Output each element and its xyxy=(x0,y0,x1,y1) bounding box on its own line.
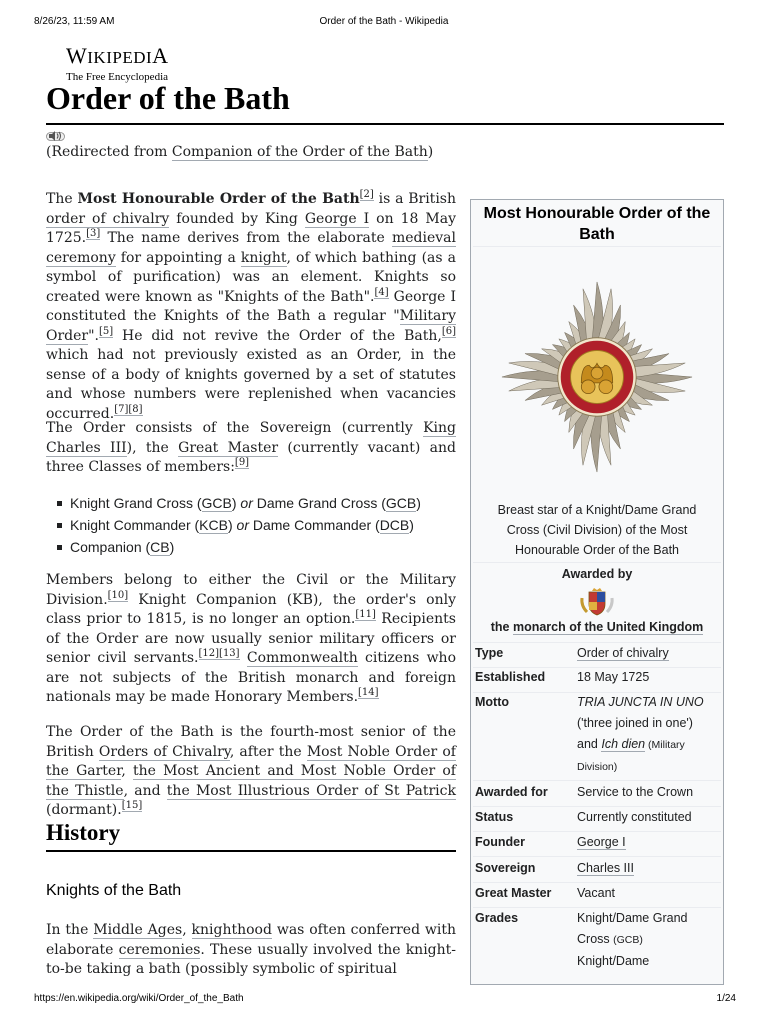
infobox-title: Most Honourable Order of the Bath xyxy=(483,205,711,243)
page-title: Order of the Bath xyxy=(46,80,290,116)
speaker-icon[interactable] xyxy=(46,128,66,144)
link-ich-dien[interactable]: Ich dien xyxy=(601,737,646,751)
list-item: Companion (CB) xyxy=(56,536,421,558)
members-paragraph: The Order consists of the Sovereign (currently King Charles III), the Great Master (currently vacant) and three Classes of members:[9] xyxy=(46,420,456,475)
ref-link[interactable]: [2] xyxy=(359,189,374,201)
link-king-charles-iii[interactable]: King Charles III xyxy=(46,420,456,456)
ref-link[interactable]: [14] xyxy=(358,687,379,699)
link-medieval-ceremony[interactable]: medieval ceremony xyxy=(46,230,456,266)
infobox-divider xyxy=(473,780,721,781)
ref-link[interactable]: [10] xyxy=(107,589,129,601)
infobox-divider xyxy=(473,562,721,563)
awarded-by-value: the monarch of the United Kingdom xyxy=(490,620,704,634)
order-star-image[interactable] xyxy=(499,264,695,490)
infobox: Most Honourable Order of the Bath Breast star of a Knight/Dame Grand Cross (Civil Division) of the Most Honourable Order of the Bath Awarded by the monarch of the United Kingdom Type Order of chivalry Established 18 May 1725 Motto TRIA JUNCTA IN UNO ('three joined in one') and Ich dien (Military Division) Awarded for Service to the Crown Status Currently constituted Founder George I Sovereign Charles III Great Master Vacant Grades Knight/Dame Grand Cross (GCB) Knight/Dame xyxy=(470,199,724,985)
intro-paragraph: The Most Honourable Order of the Bath[2] is a British order of chivalry founded by King George I on 18 May 1725.[3] The name derives from the elaborate medieval ceremony for appointing a knight, of which bathing (as a symbol of purification) was an element. Knights so created were known as "Knights of the Bath".[4] George I constituted the Knights of the Bath a regular "Military Order".[5] He did not revive the Order of the Bath,[6] which had not previously existed as an Order, in the sense of a body of knights governed by a set of statutes and whose numbers were replenished when vacancies occurred.[7][8] xyxy=(46,189,456,422)
link-gcb[interactable]: GCB xyxy=(385,495,417,511)
title-divider xyxy=(46,123,724,125)
wikipedia-logo[interactable] xyxy=(66,44,169,83)
print-url: https://en.wikipedia.org/wiki/Order_of_the_Bath xyxy=(34,993,244,1004)
link-monarch-of-the-united-kingdom[interactable]: monarch of the United Kingdom xyxy=(512,620,704,634)
link-middle-ages[interactable]: Middle Ages xyxy=(93,922,183,938)
heading-history: History xyxy=(46,820,121,845)
print-datetime: 8/26/23, 11:59 AM xyxy=(34,16,115,27)
ref-link[interactable]: [9] xyxy=(234,457,250,469)
link-orders-of-chivalry[interactable]: Orders of Chivalry xyxy=(98,743,230,760)
redirect-link[interactable]: Companion of the Order of the Bath xyxy=(171,144,428,160)
link-cb[interactable]: CB xyxy=(150,539,170,555)
ref-link[interactable]: [11] xyxy=(355,609,376,621)
ref-link[interactable]: [3] xyxy=(86,228,101,240)
ref-link[interactable]: [7][8] xyxy=(114,403,143,415)
ref-link[interactable]: [4] xyxy=(374,286,389,298)
wikipedia-tagline: The Free Encyclopedia xyxy=(66,71,169,83)
royal-arms-icon[interactable] xyxy=(579,588,615,618)
link-dcb[interactable]: DCB xyxy=(379,517,410,533)
link-order-of-chivalry[interactable]: order of chivalry xyxy=(46,210,170,227)
link-great-master[interactable]: Great Master xyxy=(178,439,279,456)
link-commonwealth[interactable]: Commonwealth xyxy=(246,650,358,666)
link-knight[interactable]: knight xyxy=(240,249,287,266)
wikipedia-wordmark: WIKIPEDIA xyxy=(66,43,169,68)
divisions-paragraph: Members belong to either the Civil or the Military Division.[10] Knight Companion (KB), the order's only class prior to 1815, is no longer an option.[11] Recipients of the Order are now usually senior military officers or senior civil servants.[12][13] Commonwealth citizens who are not subjects of the British monarch and foreign nationals may be made Honorary Members.[14] xyxy=(46,572,456,705)
link-order-of-chivalry[interactable]: Order of chivalry xyxy=(577,646,669,660)
link-charles-iii[interactable]: Charles III xyxy=(577,861,634,875)
infobox-divider xyxy=(473,856,721,857)
list-item: Knight Grand Cross (GCB) or Dame Grand Cross (GCB) xyxy=(56,492,421,514)
awarded-by-label: Awarded by xyxy=(561,567,633,581)
infobox-caption: Breast star of a Knight/Dame Grand Cross (Civil Division) of the Most Honourable Order of the Bath xyxy=(497,503,697,557)
grades-list xyxy=(56,492,421,558)
print-header xyxy=(0,16,768,30)
redirect-notice: (Redirected from Companion of the Order of the Bath) xyxy=(46,144,434,160)
link-ceremonies[interactable]: ceremonies xyxy=(118,941,201,958)
link-military-order[interactable]: Military Order xyxy=(46,308,456,344)
heading-knights-of-the-bath: Knights of the Bath xyxy=(46,882,182,899)
link-knighthood[interactable]: knighthood xyxy=(191,922,272,938)
list-item: Knight Commander (KCB) or Dame Commander (DCB) xyxy=(56,514,421,536)
print-title: Order of the Bath - Wikipedia xyxy=(319,16,449,27)
middle-ages-paragraph: In the Middle Ages, knighthood was often conferred with elaborate ceremonies. These usually involved the knight-to-be taking a bath (possibly symbolic of spiritual xyxy=(46,922,457,977)
infobox-divider xyxy=(473,246,721,247)
history-divider xyxy=(46,850,456,852)
ref-link[interactable]: [5] xyxy=(99,325,114,337)
link-kcb[interactable]: KCB xyxy=(199,517,228,533)
ref-link[interactable]: [6] xyxy=(441,325,456,337)
link-order-of-st-patrick[interactable]: the Most Illustrious Order of St Patrick xyxy=(166,782,456,799)
ref-link[interactable]: [15] xyxy=(121,800,143,812)
link-order-of-the-thistle[interactable]: the Most Ancient and Most Noble Order of the Thistle xyxy=(46,763,456,799)
link-order-of-the-garter[interactable]: Most Noble Order of the Garter xyxy=(46,743,456,779)
link-george-i[interactable]: George I xyxy=(304,210,370,227)
ref-link[interactable]: [12][13] xyxy=(198,648,240,660)
print-page-number: 1/24 xyxy=(716,993,736,1004)
seniority-paragraph: The Order of the Bath is the fourth-most senior of the British Orders of Chivalry, after the Most Noble Order of the Garter, the Most Ancient and Most Noble Order of the Thistle, and the Most Illustrious Order of St Patrick (dormant).[15] xyxy=(46,724,456,818)
link-george-i[interactable]: George I xyxy=(577,835,626,849)
link-gcb[interactable]: GCB xyxy=(201,495,232,511)
